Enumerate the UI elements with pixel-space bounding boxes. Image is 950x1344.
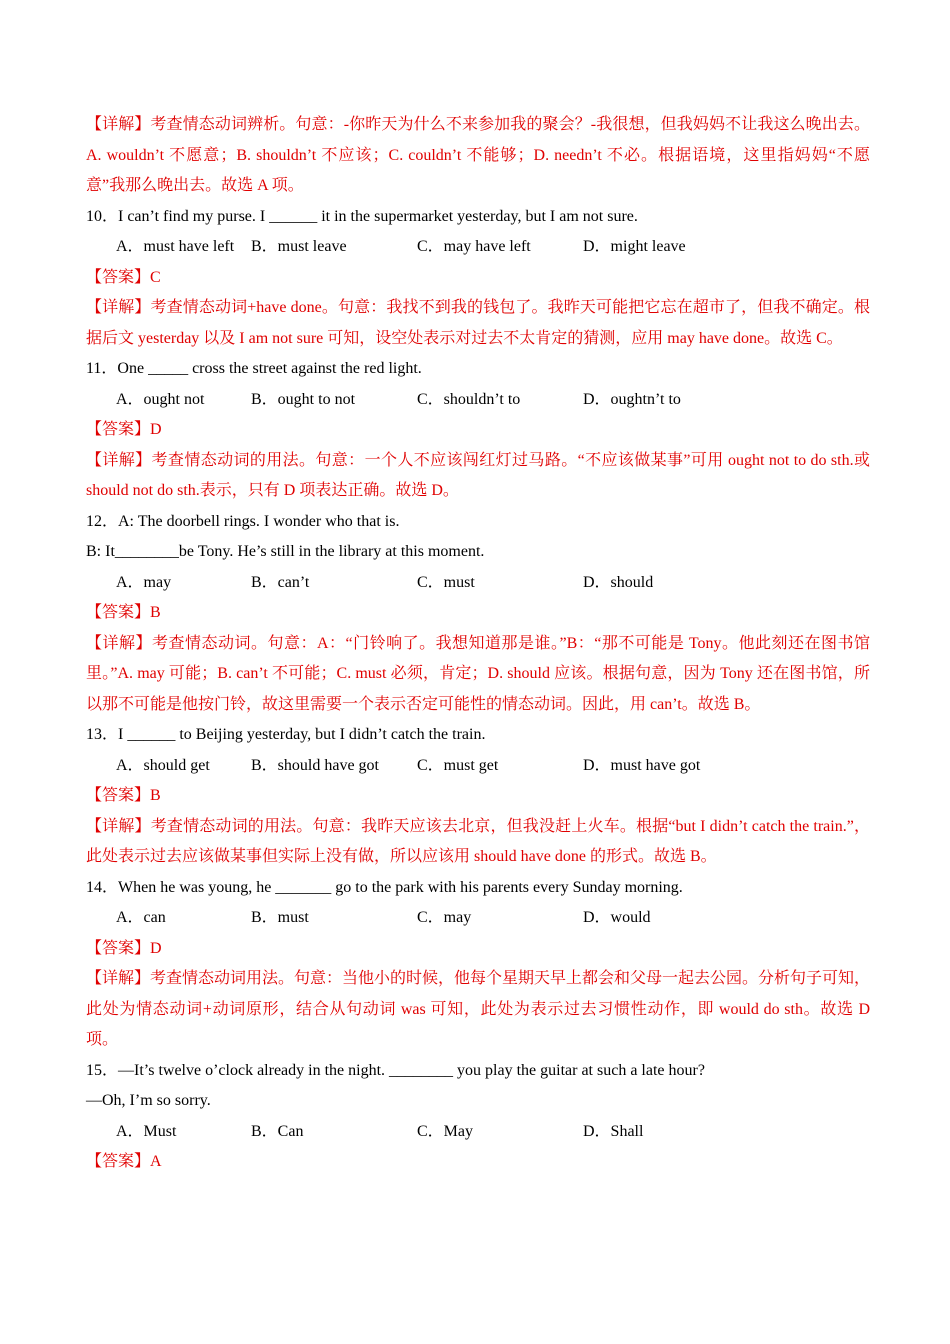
option-d: D．oughtn’t to	[583, 390, 681, 408]
options-10	[86, 232, 870, 263]
explanation-9: 【详解】考查情态动词辨析。句意：-你昨天为什么不来参加我的聚会？-我很想，但我妈妈不让我这么晚出去。A. wouldn’t 不愿意；B. shouldn’t 不应该；C. couldn’t 不能够；D. needn’t 不必。根据语境，这里指妈妈“不愿意”我那么晚出去。故选 A 项。	[86, 116, 870, 194]
option-b: B．can’t	[251, 573, 310, 591]
option-d: D．might leave	[583, 238, 686, 255]
explanation-14: 【详解】考查情态动词用法。句意：当他小的时候，他每个星期天早上都会和父母一起去公园。分析句子可知，此处为情态动词+动词原形，结合从句动词 was 可知，此处为表示过去习惯性动作，即 would do sth。故选 D 项。	[86, 970, 871, 1048]
answer-15: 【答案】A	[86, 1153, 162, 1170]
option-c: C．must get	[417, 756, 499, 774]
option-c: C．May	[417, 1122, 474, 1140]
option-b: B．ought to not	[251, 390, 356, 408]
option-a: A．must have left	[116, 238, 235, 255]
option-b: B．must leave	[251, 238, 347, 255]
answer-13: 【答案】B	[86, 787, 161, 804]
option-a: A．may	[116, 573, 172, 591]
answer-10: 【答案】C	[86, 268, 161, 286]
option-d: D．should	[583, 573, 654, 591]
option-a: A．should get	[116, 756, 210, 774]
option-a: A．ought not	[116, 390, 205, 408]
question-12-line-2: B: It________be Tony. He’s still in the library at this moment.	[86, 543, 485, 560]
option-c: C．may have left	[417, 238, 531, 255]
options-13	[86, 751, 870, 782]
explanation-11: 【详解】考查情态动词的用法。句意：一个人不应该闯红灯过马路。“不应该做某事”可用 ought not to do sth.或 should not do sth.表示，只有 D 项表达正确。故选 D。	[86, 451, 870, 499]
options-11	[86, 385, 870, 416]
option-b: B．should have got	[251, 756, 379, 774]
document-page	[86, 110, 870, 1178]
question-15: 15．—It’s twelve o’clock already in the night. ________ you play the guitar at such a late hour?	[86, 1061, 705, 1079]
option-c: C．shouldn’t to	[417, 390, 521, 408]
question-11: 11．One _____ cross the street against the red light.	[86, 360, 422, 377]
options-12	[86, 568, 870, 599]
option-b: B．must	[251, 909, 309, 926]
answer-12: 【答案】B	[86, 604, 161, 621]
question-13: 13．I ______ to Beijing yesterday, but I didn’t catch the train.	[86, 726, 486, 743]
option-c: C．may	[417, 909, 472, 926]
option-d: D．Shall	[583, 1122, 644, 1140]
answer-11: 【答案】D	[86, 421, 162, 438]
explanation-10: 【详解】考查情态动词+have done。句意：我找不到我的钱包了。我昨天可能把它忘在超市了，但我不确定。根据后文 yesterday 以及 I am not sure 可知，设空处表示对过去不太肯定的猜测，应用 may have done。故选 C。	[86, 299, 870, 347]
explanation-13: 【详解】考查情态动词的用法。句意：我昨天应该去北京，但我没赶上火车。根据“but I didn’t catch the train.”，此处表示过去应该做某事但实际上没有做，所以应该用 should have done 的形式。故选 B。	[86, 817, 870, 865]
answer-14: 【答案】D	[86, 939, 162, 957]
question-14: 14．When he was young, he _______ go to the park with his parents every Sunday morning.	[86, 878, 683, 896]
question-15-line-2: —Oh, I’m so sorry.	[86, 1092, 211, 1109]
options-14	[86, 903, 870, 934]
options-15	[86, 1117, 870, 1148]
option-a: A．Must	[116, 1122, 177, 1140]
option-d: D．must have got	[583, 756, 701, 774]
option-a: A．can	[116, 909, 166, 926]
option-b: B．Can	[251, 1122, 304, 1140]
question-12: 12．A: The doorbell rings. I wonder who that is.	[86, 512, 400, 530]
option-d: D．would	[583, 909, 651, 926]
question-10: 10．I can’t find my purse. I ______ it in the supermarket yesterday, but I am not sure.	[86, 207, 638, 225]
option-c: C．must	[417, 573, 475, 591]
explanation-12: 【详解】考查情态动词。句意：A：“门铃响了。我想知道那是谁。”B：“那不可能是 Tony。他此刻还在图书馆里。”A. may 可能；B. can’t 不可能；C. must 必须，肯定；D. should 应该。根据句意，因为 Tony 还在图书馆，所以那不可能是他按门铃，故这里需要一个表示否定可能性的情态动词。因此，用 can’t。故选 B。	[86, 634, 870, 713]
